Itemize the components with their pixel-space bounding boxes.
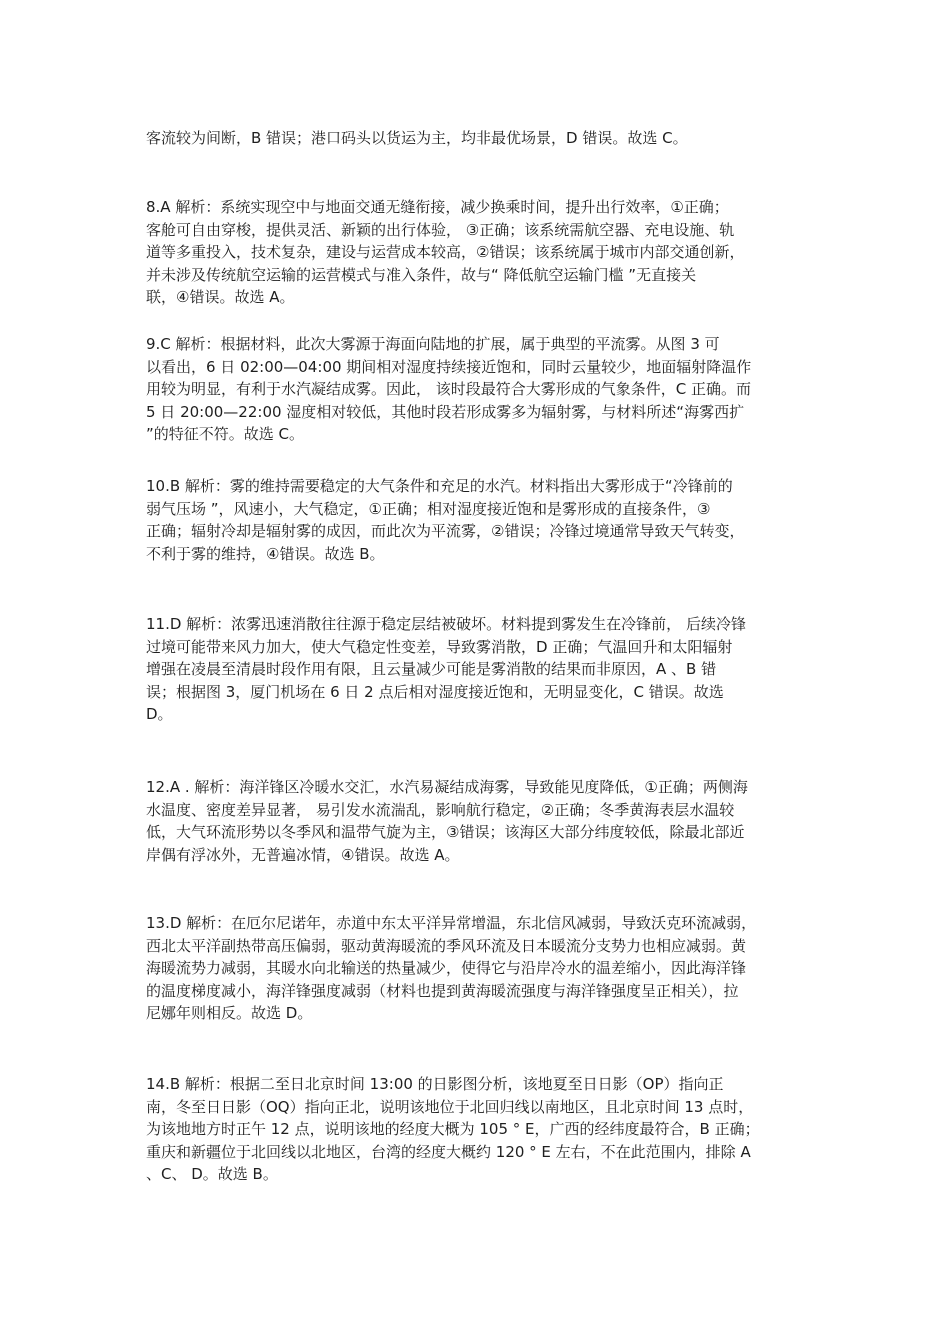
text-line: 客流较为间断，B 错误；港口码头以货运为主，均非最优场景，D 错误。故选 C。 [146, 129, 688, 147]
answer-q12 [146, 776, 814, 866]
text-line: 12.A . 解析：海洋锋区冷暖水交汇，水汽易凝结成海雾，导致能见度降低，①正确；两侧海 [146, 778, 748, 796]
text-line: 不利于雾的维持，④错误。故选 B。 [146, 544, 385, 563]
text-line: 为该地地方时正午 12 点，说明该地的经度大概为 105 ° E，广西的经纬度最符合，B 正确； [146, 1120, 760, 1139]
text-line: 西北太平洋副热带高压偏弱，驱动黄海暖流的季风环流及日本暖流分支势力也相应减弱。黄 [146, 936, 747, 955]
text-line: 8.A 解析：系统实现空中与地面交通无缝衔接，减少换乘时间，提升出行效率，①正确； [146, 198, 729, 216]
text-line: 南，冬至日日影（OQ）指向正北，说明该地位于北回归线以南地区，且北京时间 13 点时， [146, 1097, 754, 1116]
answer-q8 [146, 196, 814, 309]
text-line: 尼娜年则相反。故选 D。 [146, 1004, 313, 1023]
text-line: 客舱可自由穿梭，提供灵活、新颖的出行体验， ③正确；该系统需航空器、充电设施、轨 [146, 220, 735, 239]
text-line: 误；根据图 3，厦门机场在 6 日 2 点后相对湿度接近饱和，无明显变化，C 错误。故选 [146, 682, 724, 701]
text-line: 13.D 解析：在厄尔尼诺年，赤道中东太平洋异常增温，东北信风减弱，导致沃克环流减弱， [146, 914, 757, 932]
text-line: 9.C 解析：根据材料，此次大雾源于海面向陆地的扩展，属于典型的平流雾。从图 3 可 [146, 335, 720, 353]
answer-q10 [146, 475, 814, 565]
text-line: 5 日 20:00—22:00 湿度相对较低，其他时段若形成雾多为辐射雾，与材料所述“海雾西扩 [146, 402, 745, 421]
text-line: 海暖流势力减弱，其暖水向北输送的热量减少，使得它与沿岸冷水的温差缩小，因此海洋锋 [146, 959, 747, 978]
text-line: 用较为明显，有利于水汽凝结成雾。因此， 该时段最符合大雾形成的气象条件，C 正确。而 [146, 380, 752, 399]
text-line: 并未涉及传统航空运输的运营模式与准入条件，故与“ 降低航空运输门槛 ”无直接关 [146, 265, 697, 284]
text-line: 11.D 解析：浓雾迅速消散往往源于稳定层结被破坏。材料提到雾发生在冷锋前， 后续冷锋 [146, 615, 746, 633]
text-line: 弱气压场 ”，风速小，大气稳定，①正确；相对湿度接近饱和是雾形成的直接条件，③ [146, 499, 711, 518]
text-line: 水温度、密度差异显著， 易引发水流湍乱，影响航行稳定，②正确；冬季黄海表层水温较 [146, 800, 735, 819]
text-line: 增强在凌晨至清晨时段作用有限，且云量减少可能是雾消散的结果而非原因，A 、B 错 [146, 660, 717, 679]
text-line: D。 [146, 705, 173, 724]
text-line: 低，大气环流形势以冬季风和温带气旋为主，③错误；该海区大部分纬度较低，除最北部近 [146, 823, 745, 842]
text-line: 的温度梯度减小，海洋锋强度减弱（材料也提到黄海暖流强度与海洋锋强度呈正相关），拉 [146, 981, 739, 1000]
text-line: 14.B 解析：根据二至日北京时间 13:00 的日影图分析，该地夏至日日影（OP）指向正 [146, 1075, 724, 1093]
text-line: 岸偶有浮冰外，无普遍冰情，④错误。故选 A。 [146, 845, 460, 864]
answer-q14 [146, 1073, 814, 1186]
text-line: 、C、 D。故选 B。 [146, 1165, 278, 1184]
text-line: ”的特征不符。故选 C。 [146, 425, 305, 444]
text-line: 联，④错误。故选 A。 [146, 288, 295, 307]
text-line: 正确；辐射冷却是辐射雾的成因，而此次为平流雾，②错误；冷锋过境通常导致天气转变， [146, 522, 745, 541]
text-line: 以看出，6 日 02:00—04:00 期间相对湿度持续接近饱和，同时云量较少，地面辐射降温作 [146, 357, 752, 376]
text-line: 道等多重投入，技术复杂，建设与运营成本较高，②错误；该系统属于城市内部交通创新， [146, 243, 745, 262]
answer-q11 [146, 613, 814, 726]
text-line: 重庆和新疆位于北回线以北地区，台湾的经度大概约 120 ° E 左右，不在此范围内，排除 A [146, 1142, 751, 1161]
text-line: 10.B 解析：雾的维持需要稳定的大气条件和充足的水汽。材料指出大雾形成于“冷锋前的 [146, 477, 733, 495]
answer-tail-q7 [146, 127, 814, 150]
answer-q13 [146, 912, 814, 1025]
text-line: 过境可能带来风力加大，使大气稳定性变差，导致雾消散，D 正确；气温回升和太阳辐射 [146, 637, 733, 656]
answer-q9 [146, 333, 814, 446]
